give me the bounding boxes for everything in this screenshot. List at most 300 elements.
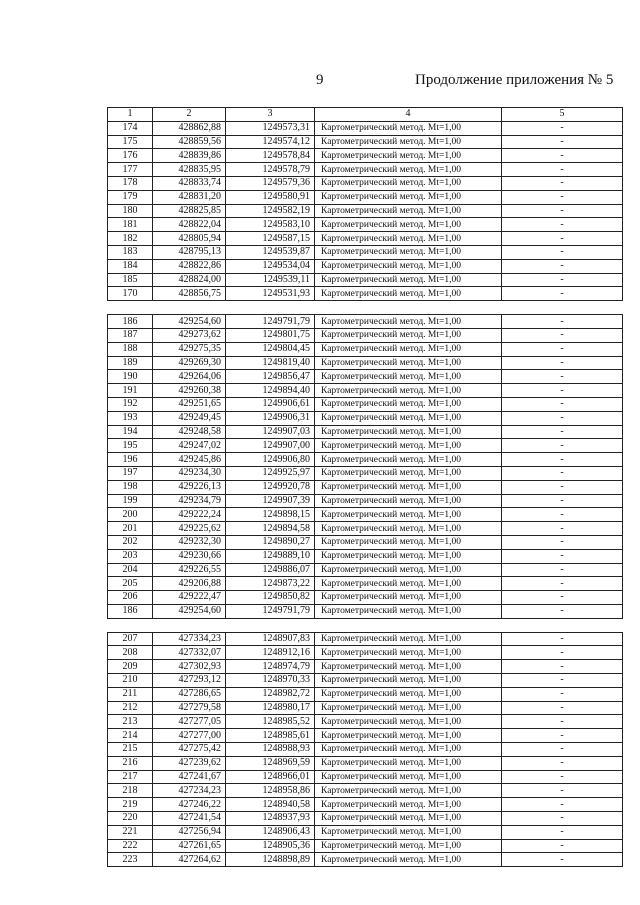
note-cell: - <box>502 563 623 577</box>
point-number-cell: 223 <box>108 853 153 867</box>
group-separator-row <box>108 301 623 315</box>
table-row <box>108 522 623 536</box>
note-cell: - <box>502 784 623 798</box>
x-coordinate-cell: 429254,60 <box>153 604 226 618</box>
point-number-cell: 175 <box>108 135 153 149</box>
table-row <box>108 439 623 453</box>
y-coordinate-cell: 1249791,79 <box>226 315 315 329</box>
method-cell: Картометрический метод. Mt=1,00 <box>315 646 502 660</box>
note-cell: - <box>502 439 623 453</box>
column-header-1: 1 <box>108 108 153 122</box>
note-cell: - <box>502 135 623 149</box>
note-cell: - <box>502 190 623 204</box>
x-coordinate-cell: 427256,94 <box>153 825 226 839</box>
point-number-cell: 190 <box>108 370 153 384</box>
x-coordinate-cell: 427234,23 <box>153 784 226 798</box>
y-coordinate-cell: 1249582,19 <box>226 204 315 218</box>
point-number-cell: 214 <box>108 729 153 743</box>
y-coordinate-cell: 1249579,36 <box>226 176 315 190</box>
method-cell: Картометрический метод. Mt=1,00 <box>315 660 502 674</box>
method-cell: Картометрический метод. Mt=1,00 <box>315 453 502 467</box>
coordinates-table-body <box>108 108 623 867</box>
method-cell: Картометрический метод. Mt=1,00 <box>315 163 502 177</box>
x-coordinate-cell: 427261,65 <box>153 839 226 853</box>
table-row <box>108 825 623 839</box>
point-number-cell: 203 <box>108 549 153 563</box>
point-number-cell: 199 <box>108 494 153 508</box>
x-coordinate-cell: 428859,56 <box>153 135 226 149</box>
note-cell: - <box>502 825 623 839</box>
method-cell: Картометрический метод. Mt=1,00 <box>315 370 502 384</box>
point-number-cell: 209 <box>108 660 153 674</box>
y-coordinate-cell: 1249856,47 <box>226 370 315 384</box>
note-cell: - <box>502 176 623 190</box>
point-number-cell: 186 <box>108 604 153 618</box>
note-cell: - <box>502 494 623 508</box>
note-cell: - <box>502 756 623 770</box>
method-cell: Картометрический метод. Mt=1,00 <box>315 384 502 398</box>
table-row <box>108 232 623 246</box>
x-coordinate-cell: 429264,06 <box>153 370 226 384</box>
table-row <box>108 370 623 384</box>
point-number-cell: 174 <box>108 121 153 135</box>
note-cell: - <box>502 839 623 853</box>
x-coordinate-cell: 427277,00 <box>153 729 226 743</box>
y-coordinate-cell: 1249925,97 <box>226 466 315 480</box>
note-cell: - <box>502 674 623 688</box>
point-number-cell: 181 <box>108 218 153 232</box>
table-row <box>108 577 623 591</box>
y-coordinate-cell: 1248966,01 <box>226 770 315 784</box>
note-cell: - <box>502 453 623 467</box>
table-row <box>108 674 623 688</box>
method-cell: Картометрический метод. Mt=1,00 <box>315 245 502 259</box>
point-number-cell: 182 <box>108 232 153 246</box>
table-row <box>108 729 623 743</box>
table-row <box>108 384 623 398</box>
y-coordinate-cell: 1249578,84 <box>226 149 315 163</box>
point-number-cell: 192 <box>108 397 153 411</box>
note-cell: - <box>502 287 623 301</box>
method-cell: Картометрический метод. Mt=1,00 <box>315 604 502 618</box>
group-separator-cell <box>108 301 623 315</box>
note-cell: - <box>502 121 623 135</box>
note-cell: - <box>502 204 623 218</box>
coordinates-table <box>107 107 623 867</box>
method-cell: Картометрический метод. Mt=1,00 <box>315 632 502 646</box>
x-coordinate-cell: 429226,13 <box>153 480 226 494</box>
table-row <box>108 646 623 660</box>
x-coordinate-cell: 428824,00 <box>153 273 226 287</box>
table-row <box>108 715 623 729</box>
table-row <box>108 135 623 149</box>
note-cell: - <box>502 411 623 425</box>
point-number-cell: 186 <box>108 315 153 329</box>
y-coordinate-cell: 1249804,45 <box>226 342 315 356</box>
x-coordinate-cell: 428839,86 <box>153 149 226 163</box>
y-coordinate-cell: 1248970,33 <box>226 674 315 688</box>
y-coordinate-cell: 1249539,87 <box>226 245 315 259</box>
y-coordinate-cell: 1248974,79 <box>226 660 315 674</box>
note-cell: - <box>502 163 623 177</box>
point-number-cell: 216 <box>108 756 153 770</box>
x-coordinate-cell: 429234,30 <box>153 466 226 480</box>
note-cell: - <box>502 232 623 246</box>
method-cell: Картометрический метод. Mt=1,00 <box>315 798 502 812</box>
x-coordinate-cell: 428822,04 <box>153 218 226 232</box>
method-cell: Картометрический метод. Mt=1,00 <box>315 715 502 729</box>
table-row <box>108 480 623 494</box>
x-coordinate-cell: 428825,85 <box>153 204 226 218</box>
table-row <box>108 591 623 605</box>
note-cell: - <box>502 853 623 867</box>
y-coordinate-cell: 1248940,58 <box>226 798 315 812</box>
table-row <box>108 342 623 356</box>
table-row <box>108 784 623 798</box>
x-coordinate-cell: 427334,23 <box>153 632 226 646</box>
note-cell: - <box>502 591 623 605</box>
table-row <box>108 273 623 287</box>
x-coordinate-cell: 429248,58 <box>153 425 226 439</box>
point-number-cell: 220 <box>108 812 153 826</box>
x-coordinate-cell: 429269,30 <box>153 356 226 370</box>
point-number-cell: 205 <box>108 577 153 591</box>
note-cell: - <box>502 328 623 342</box>
method-cell: Картометрический метод. Mt=1,00 <box>315 549 502 563</box>
x-coordinate-cell: 427264,62 <box>153 853 226 867</box>
point-number-cell: 189 <box>108 356 153 370</box>
y-coordinate-cell: 1249907,39 <box>226 494 315 508</box>
table-row <box>108 660 623 674</box>
note-cell: - <box>502 508 623 522</box>
method-cell: Картометрический метод. Mt=1,00 <box>315 204 502 218</box>
y-coordinate-cell: 1249587,15 <box>226 232 315 246</box>
note-cell: - <box>502 577 623 591</box>
table-row <box>108 204 623 218</box>
table-header-row <box>108 108 623 122</box>
y-coordinate-cell: 1248912,16 <box>226 646 315 660</box>
point-number-cell: 202 <box>108 535 153 549</box>
table-row <box>108 494 623 508</box>
point-number-cell: 217 <box>108 770 153 784</box>
x-coordinate-cell: 428805,94 <box>153 232 226 246</box>
x-coordinate-cell: 428831,20 <box>153 190 226 204</box>
x-coordinate-cell: 428856,75 <box>153 287 226 301</box>
method-cell: Картометрический метод. Mt=1,00 <box>315 356 502 370</box>
note-cell: - <box>502 425 623 439</box>
x-coordinate-cell: 429260,38 <box>153 384 226 398</box>
y-coordinate-cell: 1249819,40 <box>226 356 315 370</box>
y-coordinate-cell: 1249906,80 <box>226 453 315 467</box>
x-coordinate-cell: 427246,22 <box>153 798 226 812</box>
table-row <box>108 121 623 135</box>
table-row <box>108 632 623 646</box>
group-separator-row <box>108 618 623 632</box>
table-row <box>108 466 623 480</box>
note-cell: - <box>502 743 623 757</box>
y-coordinate-cell: 1248985,52 <box>226 715 315 729</box>
column-header-2: 2 <box>153 108 226 122</box>
table-row <box>108 190 623 204</box>
point-number-cell: 170 <box>108 287 153 301</box>
method-cell: Картометрический метод. Mt=1,00 <box>315 121 502 135</box>
x-coordinate-cell: 429225,62 <box>153 522 226 536</box>
point-number-cell: 196 <box>108 453 153 467</box>
note-cell: - <box>502 149 623 163</box>
point-number-cell: 194 <box>108 425 153 439</box>
table-row <box>108 839 623 853</box>
y-coordinate-cell: 1248969,59 <box>226 756 315 770</box>
y-coordinate-cell: 1249531,93 <box>226 287 315 301</box>
method-cell: Картометрический метод. Mt=1,00 <box>315 770 502 784</box>
y-coordinate-cell: 1249906,61 <box>226 397 315 411</box>
y-coordinate-cell: 1249801,75 <box>226 328 315 342</box>
appendix-continuation-header: Продолжение приложения № 5 <box>415 72 614 88</box>
method-cell: Картометрический метод. Mt=1,00 <box>315 232 502 246</box>
point-number-cell: 197 <box>108 466 153 480</box>
x-coordinate-cell: 428862,88 <box>153 121 226 135</box>
y-coordinate-cell: 1249886,07 <box>226 563 315 577</box>
point-number-cell: 187 <box>108 328 153 342</box>
note-cell: - <box>502 342 623 356</box>
x-coordinate-cell: 428795,13 <box>153 245 226 259</box>
note-cell: - <box>502 798 623 812</box>
y-coordinate-cell: 1249894,40 <box>226 384 315 398</box>
point-number-cell: 213 <box>108 715 153 729</box>
point-number-cell: 191 <box>108 384 153 398</box>
method-cell: Картометрический метод. Mt=1,00 <box>315 397 502 411</box>
method-cell: Картометрический метод. Mt=1,00 <box>315 135 502 149</box>
table-row <box>108 687 623 701</box>
x-coordinate-cell: 429245,86 <box>153 453 226 467</box>
note-cell: - <box>502 273 623 287</box>
method-cell: Картометрический метод. Mt=1,00 <box>315 784 502 798</box>
note-cell: - <box>502 687 623 701</box>
method-cell: Картометрический метод. Mt=1,00 <box>315 812 502 826</box>
y-coordinate-cell: 1249906,31 <box>226 411 315 425</box>
method-cell: Картометрический метод. Mt=1,00 <box>315 328 502 342</box>
point-number-cell: 184 <box>108 259 153 273</box>
y-coordinate-cell: 1248980,17 <box>226 701 315 715</box>
y-coordinate-cell: 1248905,36 <box>226 839 315 853</box>
y-coordinate-cell: 1249539,11 <box>226 273 315 287</box>
y-coordinate-cell: 1249574,12 <box>226 135 315 149</box>
note-cell: - <box>502 604 623 618</box>
note-cell: - <box>502 812 623 826</box>
point-number-cell: 180 <box>108 204 153 218</box>
x-coordinate-cell: 429222,24 <box>153 508 226 522</box>
method-cell: Картометрический метод. Mt=1,00 <box>315 577 502 591</box>
x-coordinate-cell: 427332,07 <box>153 646 226 660</box>
table-row <box>108 245 623 259</box>
group-separator-cell <box>108 618 623 632</box>
table-row <box>108 743 623 757</box>
note-cell: - <box>502 535 623 549</box>
point-number-cell: 204 <box>108 563 153 577</box>
point-number-cell: 185 <box>108 273 153 287</box>
table-row <box>108 756 623 770</box>
y-coordinate-cell: 1249907,03 <box>226 425 315 439</box>
y-coordinate-cell: 1249583,10 <box>226 218 315 232</box>
x-coordinate-cell: 429222,47 <box>153 591 226 605</box>
x-coordinate-cell: 429251,65 <box>153 397 226 411</box>
y-coordinate-cell: 1249580,91 <box>226 190 315 204</box>
method-cell: Картометрический метод. Mt=1,00 <box>315 743 502 757</box>
method-cell: Картометрический метод. Mt=1,00 <box>315 729 502 743</box>
note-cell: - <box>502 632 623 646</box>
x-coordinate-cell: 429273,62 <box>153 328 226 342</box>
table-row <box>108 812 623 826</box>
table-row <box>108 315 623 329</box>
point-number-cell: 200 <box>108 508 153 522</box>
page-number: 9 <box>316 72 324 88</box>
method-cell: Картометрический метод. Mt=1,00 <box>315 687 502 701</box>
table-row <box>108 853 623 867</box>
point-number-cell: 179 <box>108 190 153 204</box>
y-coordinate-cell: 1249894,58 <box>226 522 315 536</box>
point-number-cell: 218 <box>108 784 153 798</box>
method-cell: Картометрический метод. Mt=1,00 <box>315 218 502 232</box>
y-coordinate-cell: 1249889,10 <box>226 549 315 563</box>
x-coordinate-cell: 427239,62 <box>153 756 226 770</box>
x-coordinate-cell: 429249,45 <box>153 411 226 425</box>
y-coordinate-cell: 1249920,78 <box>226 480 315 494</box>
method-cell: Картометрический метод. Mt=1,00 <box>315 425 502 439</box>
y-coordinate-cell: 1248958,86 <box>226 784 315 798</box>
point-number-cell: 178 <box>108 176 153 190</box>
table-row <box>108 163 623 177</box>
table-row <box>108 259 623 273</box>
y-coordinate-cell: 1248898,89 <box>226 853 315 867</box>
point-number-cell: 207 <box>108 632 153 646</box>
y-coordinate-cell: 1248985,61 <box>226 729 315 743</box>
column-header-4: 4 <box>315 108 502 122</box>
method-cell: Картометрический метод. Mt=1,00 <box>315 756 502 770</box>
table-row <box>108 535 623 549</box>
note-cell: - <box>502 701 623 715</box>
y-coordinate-cell: 1249534,04 <box>226 259 315 273</box>
x-coordinate-cell: 429226,55 <box>153 563 226 577</box>
column-header-5: 5 <box>502 108 623 122</box>
point-number-cell: 193 <box>108 411 153 425</box>
y-coordinate-cell: 1249850,82 <box>226 591 315 605</box>
point-number-cell: 208 <box>108 646 153 660</box>
x-coordinate-cell: 429247,02 <box>153 439 226 453</box>
point-number-cell: 195 <box>108 439 153 453</box>
method-cell: Картометрический метод. Mt=1,00 <box>315 508 502 522</box>
note-cell: - <box>502 245 623 259</box>
x-coordinate-cell: 428822,86 <box>153 259 226 273</box>
method-cell: Картометрический метод. Mt=1,00 <box>315 439 502 453</box>
note-cell: - <box>502 549 623 563</box>
x-coordinate-cell: 427241,67 <box>153 770 226 784</box>
method-cell: Картометрический метод. Mt=1,00 <box>315 825 502 839</box>
y-coordinate-cell: 1248982,72 <box>226 687 315 701</box>
point-number-cell: 206 <box>108 591 153 605</box>
point-number-cell: 188 <box>108 342 153 356</box>
point-number-cell: 211 <box>108 687 153 701</box>
method-cell: Картометрический метод. Mt=1,00 <box>315 259 502 273</box>
note-cell: - <box>502 770 623 784</box>
point-number-cell: 221 <box>108 825 153 839</box>
method-cell: Картометрический метод. Mt=1,00 <box>315 315 502 329</box>
note-cell: - <box>502 259 623 273</box>
table-row <box>108 798 623 812</box>
table-row <box>108 356 623 370</box>
x-coordinate-cell: 427275,42 <box>153 743 226 757</box>
note-cell: - <box>502 466 623 480</box>
y-coordinate-cell: 1248988,93 <box>226 743 315 757</box>
method-cell: Картометрический метод. Mt=1,00 <box>315 853 502 867</box>
table-row <box>108 328 623 342</box>
x-coordinate-cell: 427302,93 <box>153 660 226 674</box>
x-coordinate-cell: 427277,05 <box>153 715 226 729</box>
note-cell: - <box>502 370 623 384</box>
y-coordinate-cell: 1249573,31 <box>226 121 315 135</box>
table-row <box>108 149 623 163</box>
y-coordinate-cell: 1249898,15 <box>226 508 315 522</box>
x-coordinate-cell: 427286,65 <box>153 687 226 701</box>
point-number-cell: 183 <box>108 245 153 259</box>
method-cell: Картометрический метод. Mt=1,00 <box>315 411 502 425</box>
table-row <box>108 563 623 577</box>
table-row <box>108 287 623 301</box>
y-coordinate-cell: 1249873,22 <box>226 577 315 591</box>
x-coordinate-cell: 427279,58 <box>153 701 226 715</box>
table-row <box>108 453 623 467</box>
method-cell: Картометрический метод. Mt=1,00 <box>315 287 502 301</box>
method-cell: Картометрический метод. Mt=1,00 <box>315 342 502 356</box>
note-cell: - <box>502 397 623 411</box>
y-coordinate-cell: 1248937,93 <box>226 812 315 826</box>
method-cell: Картометрический метод. Mt=1,00 <box>315 273 502 287</box>
method-cell: Картометрический метод. Mt=1,00 <box>315 190 502 204</box>
y-coordinate-cell: 1249907,00 <box>226 439 315 453</box>
note-cell: - <box>502 218 623 232</box>
note-cell: - <box>502 315 623 329</box>
method-cell: Картометрический метод. Mt=1,00 <box>315 535 502 549</box>
method-cell: Картометрический метод. Mt=1,00 <box>315 149 502 163</box>
point-number-cell: 222 <box>108 839 153 853</box>
note-cell: - <box>502 356 623 370</box>
point-number-cell: 198 <box>108 480 153 494</box>
x-coordinate-cell: 427241,54 <box>153 812 226 826</box>
point-number-cell: 219 <box>108 798 153 812</box>
y-coordinate-cell: 1248906,43 <box>226 825 315 839</box>
x-coordinate-cell: 429232,30 <box>153 535 226 549</box>
note-cell: - <box>502 522 623 536</box>
table-row <box>108 176 623 190</box>
note-cell: - <box>502 646 623 660</box>
table-row <box>108 425 623 439</box>
x-coordinate-cell: 429254,60 <box>153 315 226 329</box>
x-coordinate-cell: 428835,95 <box>153 163 226 177</box>
point-number-cell: 176 <box>108 149 153 163</box>
x-coordinate-cell: 429234,79 <box>153 494 226 508</box>
method-cell: Картометрический метод. Mt=1,00 <box>315 591 502 605</box>
x-coordinate-cell: 428833,74 <box>153 176 226 190</box>
note-cell: - <box>502 384 623 398</box>
y-coordinate-cell: 1248907,83 <box>226 632 315 646</box>
point-number-cell: 177 <box>108 163 153 177</box>
y-coordinate-cell: 1249791,79 <box>226 604 315 618</box>
note-cell: - <box>502 729 623 743</box>
table-row <box>108 701 623 715</box>
y-coordinate-cell: 1249578,79 <box>226 163 315 177</box>
table-row <box>108 770 623 784</box>
method-cell: Картометрический метод. Mt=1,00 <box>315 701 502 715</box>
table-row <box>108 218 623 232</box>
